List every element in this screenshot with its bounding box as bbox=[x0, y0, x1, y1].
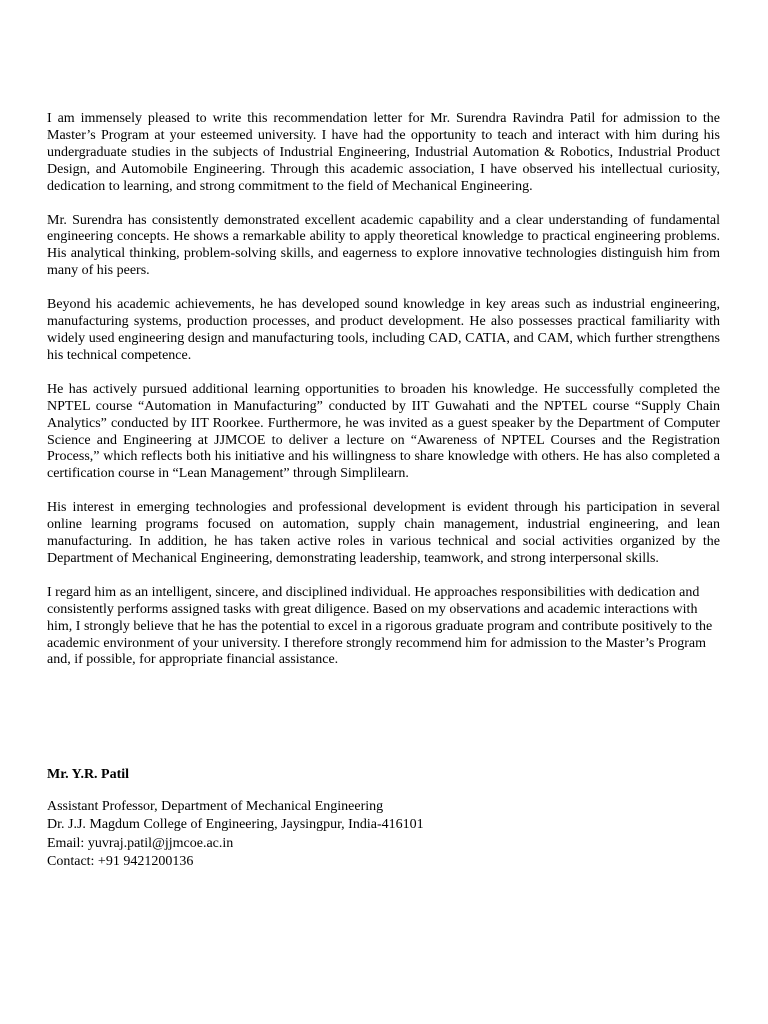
signatory-email: Email: yuvraj.patil@jjmcoe.ac.in bbox=[47, 836, 234, 852]
paragraph-introduction: I am immensely pleased to write this recommendation letter for Mr. Surendra Ravindra Patil for admission to the Master’s Program at your esteemed university. I have had the opportunity to teach and interact with him during his undergraduate studies in the subjects of Industrial Engineering, Industrial Automation & Robotics, Industrial Product Design, and Automobile Engineering. Through this academic association, I have observed his intellectual curiosity, dedication to learning, and strong commitment to the field of Mechanical Engineering. bbox=[47, 111, 720, 194]
paragraph-academic-capability: Mr. Surendra has consistently demonstrated excellent academic capability and a clear understanding of fundamental engineering concepts. He shows a remarkable ability to apply theoretical knowledge to practical engineering problems. His analytical thinking, problem-solving skills, and eagerness to explore innovative technologies distinguish him from many of his peers. bbox=[47, 212, 720, 279]
letter-body bbox=[47, 111, 720, 669]
paragraph-professional-development: His interest in emerging technologies and professional development is evident through his participation in several online learning programs focused on automation, supply chain management, industrial engineering, and lean manufacturing. In addition, he has taken active roles in various technical and social activities organized by the Department of Mechanical Engineering, demonstrating leadership, teamwork, and strong interpersonal skills. bbox=[47, 500, 720, 566]
paragraph-technical-knowledge: Beyond his academic achievements, he has developed sound knowledge in key areas such as industrial engineering, manufacturing systems, production processes, and product development. He also possesses practical familiarity with widely used engineering design and manufacturing tools, including CAD, CATIA, and CAM, which further strengthens his technical competence. bbox=[47, 297, 720, 363]
signature-block bbox=[47, 766, 720, 870]
signatory-designation: Assistant Professor, Department of Mechanical Engineering bbox=[47, 799, 384, 815]
signatory-contact: Contact: +91 9421200136 bbox=[47, 853, 194, 869]
paragraph-additional-learning: He has actively pursued additional learning opportunities to broaden his knowledge. He successfully completed the NPTEL course “Automation in Manufacturing” conducted by IIT Guwahati and the NPTEL course “Supply Chain Analytics” conducted by IIT Roorkee. Furthermore, he was invited as a guest speaker by the Department of Computer Science and Engineering at JJMCOE to deliver a lecture on “Awareness of NPTEL Courses and the Registration Process,” which reflects both his initiative and his willingness to share knowledge with others. He has also completed a certification course in “Lean Management” through Simplilearn. bbox=[47, 381, 720, 482]
signatory-name: Mr. Y.R. Patil bbox=[47, 767, 130, 782]
paragraph-recommendation: I regard him as an intelligent, sincere, and disciplined individual. He approaches responsibilities with dedication and consistently performs assigned tasks with great diligence. Based on my observations and academic interactions with him, I strongly believe that he has the potential to excel in a rigorous graduate program and contribute positively to the academic environment of your university. I therefore strongly recommend him for admission to the Master’s Program and, if possible, for appropriate financial assistance. bbox=[47, 584, 713, 668]
signatory-institution: Dr. J.J. Magdum College of Engineering, Jaysingpur, India-416101 bbox=[47, 816, 424, 832]
